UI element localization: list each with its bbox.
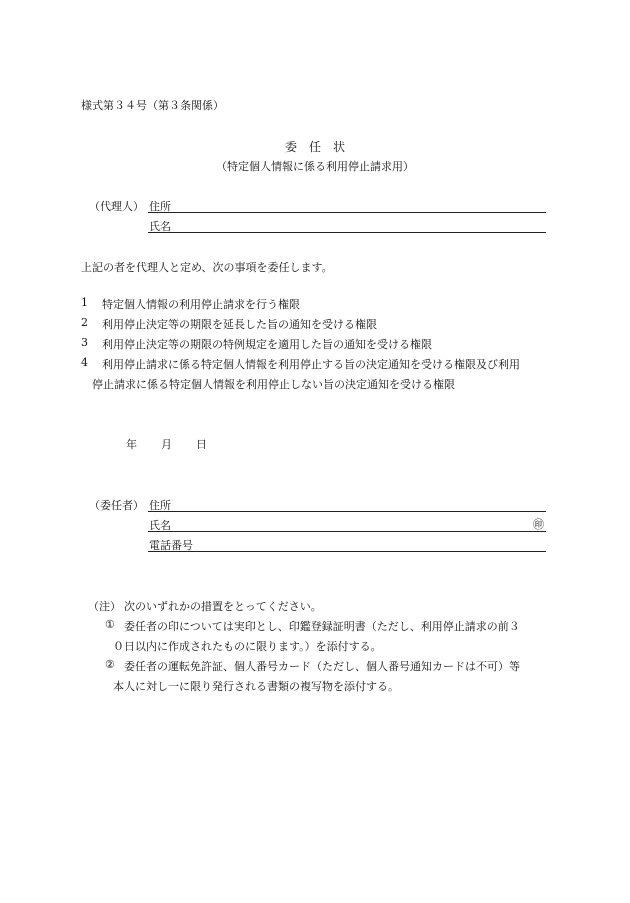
agent-address-line	[148, 212, 546, 213]
item-text: 特定個人情報の利用停止請求を行う権限	[102, 298, 300, 311]
principal-name-line	[148, 531, 546, 532]
agent-address-label: 住所	[149, 200, 171, 213]
item-text: 利用停止決定等の期限を延長した旨の通知を受ける権限	[102, 318, 377, 331]
note-text: 委任者の運転免許証、個人番号カード（ただし、個人番号通知カードは不可）等	[124, 660, 520, 673]
item-number: 1	[81, 296, 88, 309]
principal-address-label: 住所	[149, 499, 171, 512]
item-text: 利用停止決定等の期限の特例規定を適用した旨の通知を受ける権限	[102, 338, 432, 351]
note-text-continued: 本人に対し一に限り発行される書類の複写物を添付する。	[113, 680, 399, 693]
principal-phone-line	[148, 551, 546, 552]
item-number: 2	[81, 316, 88, 329]
agent-name-label: 氏名	[149, 220, 171, 233]
note-text: 委任者の印については実印とし、印鑑登録証明書（ただし、利用停止請求の前３	[124, 620, 520, 633]
notes-label: （注）	[88, 600, 121, 613]
document-subtitle: （特定個人情報に係る利用停止請求用）	[216, 160, 414, 173]
item-number: 3	[81, 336, 88, 349]
note-text-continued: ０日以内に作成されたものに限ります。）を添付する。	[113, 640, 382, 653]
date-day: 日	[196, 438, 207, 451]
date-month: 月	[161, 438, 172, 451]
agent-name-line	[148, 232, 546, 233]
item-text: 利用停止請求に係る特定個人情報を利用停止する旨の決定通知を受ける権限及び利用	[102, 358, 520, 371]
seal-mark: ㊞	[533, 518, 544, 531]
form-number: 様式第３４号（第３条関係）	[81, 99, 224, 112]
principal-name-label: 氏名	[149, 519, 171, 532]
notes-heading: 次のいずれかの措置をとってください。	[124, 600, 322, 613]
document-title: 委 任 状	[284, 140, 345, 154]
principal-phone-label: 電話番号	[149, 539, 193, 552]
principal-role-label: （委任者）	[89, 499, 144, 512]
item-text-continued: 停止請求に係る特定個人情報を利用停止しない旨の決定通知を受ける権限	[92, 378, 455, 391]
note-marker: ①	[105, 618, 115, 631]
agent-role-label: （代理人）	[89, 200, 144, 213]
principal-address-line	[148, 511, 546, 512]
date-year: 年	[126, 438, 137, 451]
intro-text: 上記の者を代理人と定め、次の事項を委任します。	[81, 261, 333, 274]
note-marker: ②	[105, 658, 115, 671]
item-number: 4	[81, 356, 88, 369]
